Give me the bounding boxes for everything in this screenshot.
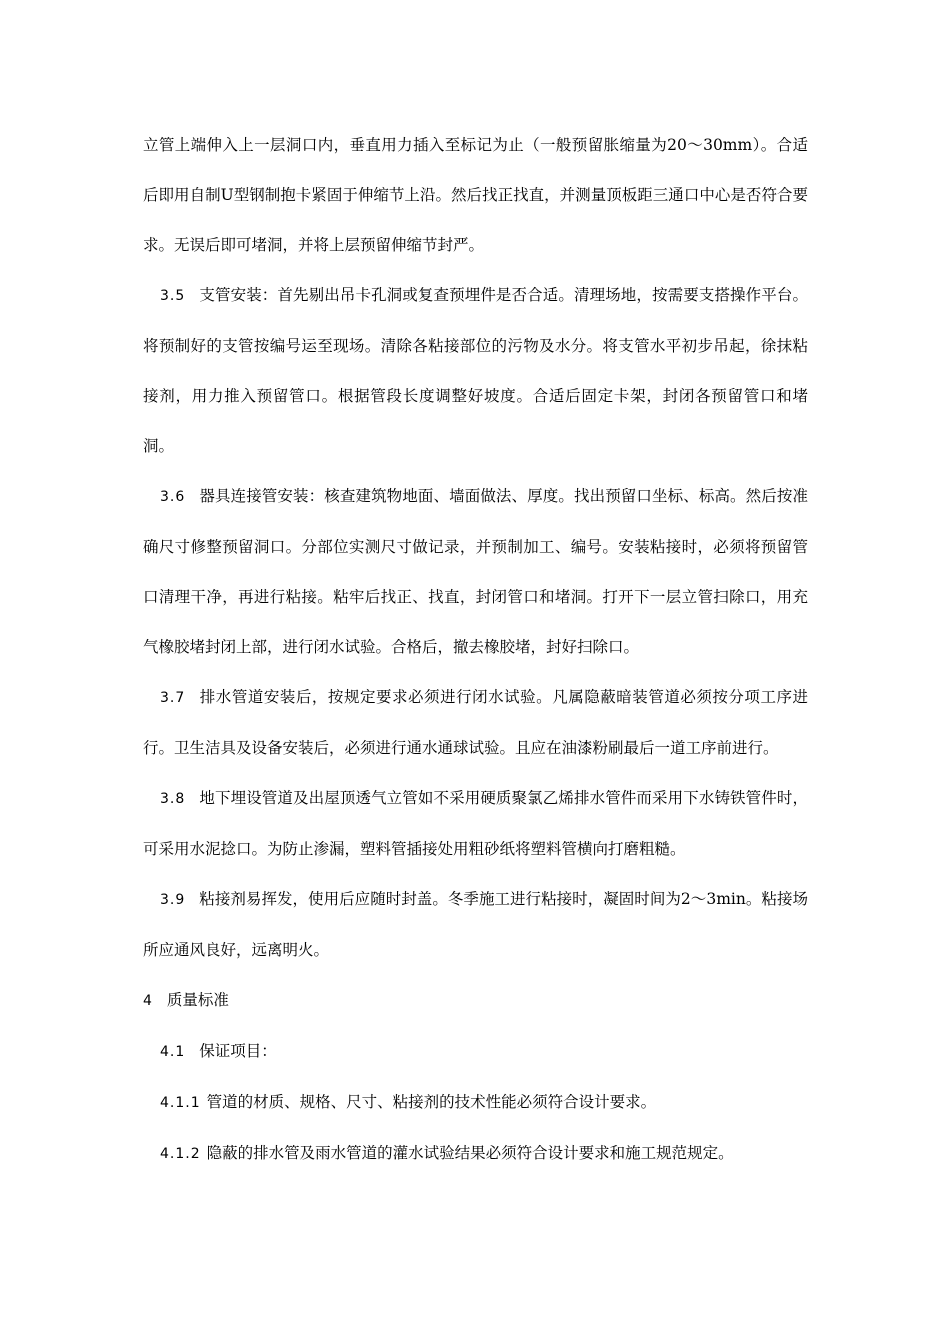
section-title: 质量标准 <box>166 991 229 1009</box>
section-heading <box>143 975 808 1026</box>
paragraph-text: 地下埋设管道及出屋顶透气立管如不采用硬质聚氯乙烯排水管件而采用下水铸铁管件时，可采用水泥捻口。为防止渗漏，塑料管插接处用粗砂纸将塑料管横向打磨粗糙。 <box>143 789 808 858</box>
paragraph-text: 粘接剂易挥发，使用后应随时封盖。冬季施工进行粘接时，凝固时间为2～3min。粘接场所应通风良好，远离明火。 <box>143 890 808 959</box>
item-text: 管道的材质、规格、尺寸、粘接剂的技术性能必须符合设计要求。 <box>206 1093 657 1111</box>
paragraph-3-9 <box>143 874 808 975</box>
paragraph-3-6 <box>143 471 808 672</box>
item-4-1-1 <box>143 1077 808 1128</box>
clause-number: 3.8 <box>160 791 186 807</box>
document-body <box>143 120 808 1179</box>
item-4-1-2 <box>143 1128 808 1179</box>
section-number: 4 <box>143 993 153 1009</box>
clause-number: 4.1 <box>160 1044 186 1060</box>
clause-number: 3.9 <box>160 892 186 908</box>
clause-number: 4.1.2 <box>160 1146 201 1162</box>
clause-number: 3.7 <box>160 690 186 706</box>
clause-number: 4.1.1 <box>160 1095 201 1111</box>
paragraph-3-8 <box>143 773 808 874</box>
paragraph-text: 器具连接管安装：核查建筑物地面、墙面做法、厚度。找出预留口坐标、标高。然后按准确尺寸修整预留洞口。分部位实测尺寸做记录，并预制加工、编号。安装粘接时，必须将预留管口清理干净，再进行粘接。粘牢后找正、找直，封闭管口和堵洞。打开下一层立管扫除口，用充气橡胶堵封闭上部，进行闭水试验。合格后，撤去橡胶堵，封好扫除口。 <box>143 487 808 656</box>
clause-number: 3.5 <box>160 288 186 304</box>
clause-number: 3.6 <box>160 489 186 505</box>
paragraph-text: 排水管道安装后，按规定要求必须进行闭水试验。凡属隐蔽暗装管道必须按分项工序进行。卫生洁具及设备安装后，必须进行通水通球试验。且应在油漆粉刷最后一道工序前进行。 <box>143 688 808 757</box>
item-4-1 <box>143 1026 808 1077</box>
item-text: 保证项目： <box>199 1042 277 1060</box>
paragraph-continuation <box>143 120 808 270</box>
paragraph-3-5 <box>143 270 808 471</box>
paragraph-text: 立管上端伸入上一层洞口内，垂直用力插入至标记为止（一般预留胀缩量为20～30mm）。合适后即用自制U型钢制抱卡紧固于伸缩节上沿。然后找正找直，并测量顶板距三通口中心是否符合要求。无误后即可堵洞，并将上层预留伸缩节封严。 <box>143 136 808 254</box>
paragraph-text: 支管安装：首先剔出吊卡孔洞或复查预埋件是否合适。清理场地，按需要支搭操作平台。将预制好的支管按编号运至现场。清除各粘接部位的污物及水分。将支管水平初步吊起，徐抹粘接剂，用力推入预留管口。根据管段长度调整好坡度。合适后固定卡架，封闭各预留管口和堵洞。 <box>143 286 808 455</box>
paragraph-3-7 <box>143 672 808 773</box>
item-text: 隐蔽的排水管及雨水管道的灌水试验结果必须符合设计要求和施工规范规定。 <box>206 1144 734 1162</box>
